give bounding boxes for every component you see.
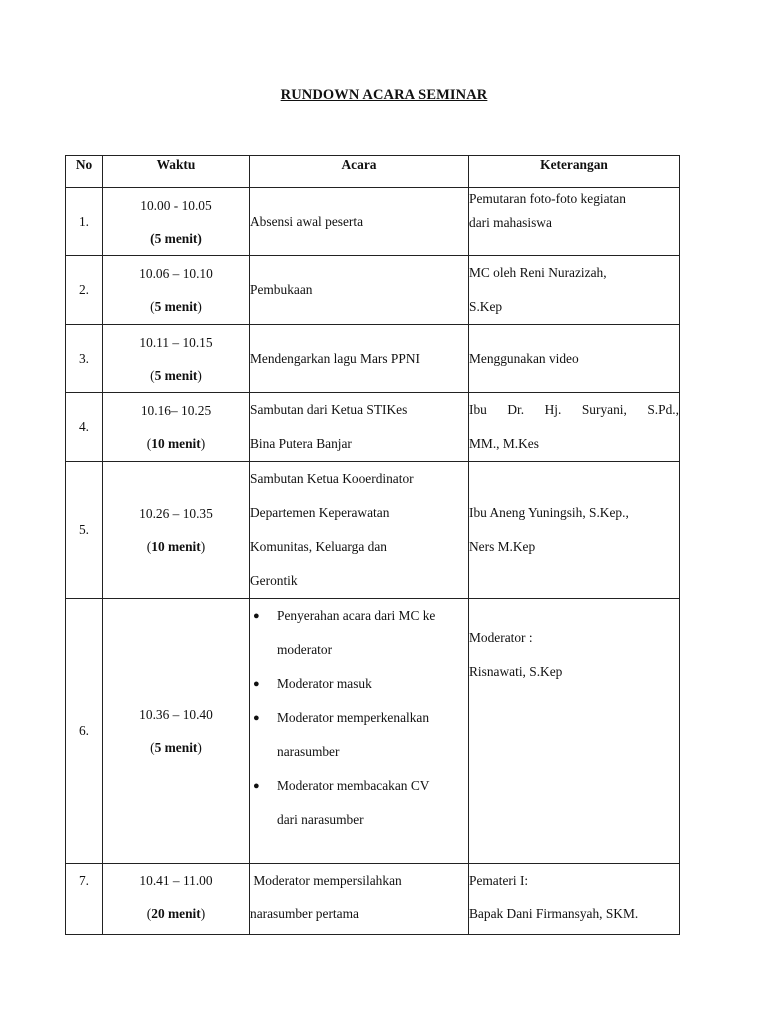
table-row (66, 188, 680, 256)
duration-wrapper: (10 menit) (146, 539, 206, 554)
keterangan-line: Pemateri I: (469, 873, 529, 888)
list-item (250, 701, 468, 769)
time-cell (103, 256, 250, 325)
row-number: 4. (66, 393, 103, 462)
acara-line: Sambutan Ketua Kooerdinator (250, 471, 414, 486)
list-item (250, 667, 468, 701)
acara-line: Moderator masuk (277, 676, 372, 691)
time-cell (103, 864, 250, 935)
rundown-table (65, 155, 680, 935)
duration-wrapper: (5 menit) (150, 367, 202, 383)
row-number: 1. (66, 188, 103, 256)
acara-line: Komunitas, Keluarga dan (250, 539, 387, 554)
acara-line: dari narasumber (277, 812, 364, 827)
keterangan-line: Risnawati, S.Kep (469, 664, 563, 679)
row-number: 6. (66, 599, 103, 864)
duration-wrapper: (20 menit) (146, 906, 206, 921)
acara-line: Sambutan dari Ketua STIKes (250, 402, 408, 417)
acara-cell (250, 864, 469, 935)
bullet-dot-icon: ● (253, 678, 260, 690)
keterangan-line: MC oleh Reni Nurazizah, (469, 265, 607, 280)
keterangan-line: dari mahasiswa (469, 215, 552, 230)
keterangan-line: Moderator : (469, 630, 533, 645)
acara-line: narasumber pertama (250, 906, 359, 921)
table-header-row (66, 156, 680, 188)
acara-cell (250, 599, 469, 864)
acara-line: Mendengarkan lagu Mars PPNI (250, 350, 420, 366)
table-row (66, 864, 680, 935)
row-number: 5. (66, 462, 103, 599)
keterangan-line: Pemutaran foto-foto kegiatan (469, 191, 626, 206)
list-item (250, 599, 468, 667)
acara-cell (250, 325, 469, 393)
time-range: 10.36 – 10.40 (139, 707, 213, 722)
acara-line: Moderator memperkenalkan (277, 710, 430, 725)
acara-cell (250, 188, 469, 256)
keterangan-cell (469, 325, 680, 393)
row-number: 7. (66, 864, 103, 935)
acara-line: Moderator membacakan CV (277, 778, 430, 793)
time-cell (103, 462, 250, 599)
time-range: 10.16– 10.25 (140, 403, 212, 418)
duration: 20 menit (151, 906, 201, 921)
column-header-keterangan: Keterangan (469, 156, 680, 188)
acara-line: moderator (277, 642, 333, 657)
table-row (66, 462, 680, 599)
bullet-dot-icon: ● (253, 780, 260, 792)
keterangan-line: Ibu Dr. Hj. Suryani, S.Pd., (469, 402, 679, 417)
duration-wrapper: (5 menit) (150, 740, 202, 755)
acara-line: narasumber (277, 744, 340, 759)
keterangan-line: Bapak Dani Firmansyah, SKM. (469, 906, 639, 921)
duration: 10 menit (151, 436, 201, 451)
acara-line: Gerontik (250, 573, 298, 588)
acara-line: Departemen Keperawatan (250, 505, 390, 520)
acara-line: Bina Putera Banjar (250, 436, 352, 451)
acara-line: Moderator mempersilahkan (250, 873, 402, 888)
acara-line: Penyerahan acara dari MC ke (277, 608, 436, 623)
row-number: 3. (66, 325, 103, 393)
column-header-waktu: Waktu (103, 156, 250, 188)
table-row (66, 393, 680, 462)
keterangan-cell (469, 864, 680, 935)
acara-line: Pembukaan (250, 282, 313, 297)
acara-line: Absensi awal peserta (250, 213, 364, 229)
table-row (66, 599, 680, 864)
acara-cell (250, 462, 469, 599)
time-cell (103, 599, 250, 864)
keterangan-cell (469, 393, 680, 462)
time-range: 10.06 – 10.10 (139, 266, 213, 281)
keterangan-cell (469, 462, 680, 599)
duration: (5 menit) (150, 230, 202, 246)
time-range: 10.41 – 11.00 (139, 873, 213, 888)
duration: 5 menit (154, 367, 198, 383)
acara-cell (250, 256, 469, 325)
row-number: 2. (66, 256, 103, 325)
duration-wrapper: (10 menit) (146, 436, 206, 451)
column-header-acara: Acara (250, 156, 469, 188)
time-range: 10.00 - 10.05 (140, 197, 212, 213)
duration: 5 menit (154, 740, 198, 755)
bullet-dot-icon: ● (253, 712, 260, 724)
table-row (66, 325, 680, 393)
column-header-no: No (66, 156, 103, 188)
duration: 10 menit (151, 539, 201, 554)
acara-bullet-list (250, 599, 468, 837)
document-title: RUNDOWN ACARA SEMINAR (280, 87, 488, 103)
keterangan-line: Ibu Aneng Yuningsih, S.Kep., (469, 505, 629, 520)
table-row (66, 256, 680, 325)
time-cell (103, 325, 250, 393)
keterangan-line: S.Kep (469, 299, 503, 314)
keterangan-line: Menggunakan video (469, 350, 579, 366)
bullet-dot-icon: ● (253, 610, 260, 622)
list-item (250, 769, 468, 837)
time-cell (103, 188, 250, 256)
duration-wrapper: (5 menit) (150, 299, 202, 314)
time-cell (103, 393, 250, 462)
time-range: 10.11 – 10.15 (139, 334, 213, 350)
time-range: 10.26 – 10.35 (139, 506, 213, 521)
keterangan-cell (469, 599, 680, 864)
keterangan-cell (469, 256, 680, 325)
keterangan-line: MM., M.Kes (469, 436, 539, 451)
acara-cell (250, 393, 469, 462)
duration: 5 menit (154, 299, 198, 314)
keterangan-cell (469, 188, 680, 256)
keterangan-line: Ners M.Kep (469, 539, 536, 554)
